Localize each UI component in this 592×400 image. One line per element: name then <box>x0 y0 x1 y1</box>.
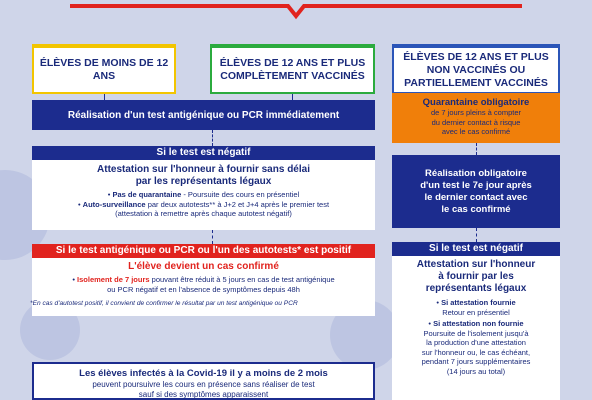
positive-test-bar: Si le test antigénique ou PCR ou l'un des autotests* est positif <box>32 244 375 258</box>
recent-infection-line-2: peuvent poursuivre les cours en présence sans réaliser de test <box>92 380 315 389</box>
col3-attestation-2: à fournir par les <box>438 271 514 282</box>
col3-attestation-1: Attestation sur l'honneur <box>416 259 536 270</box>
attestation-missing-line-4: pendant 7 jours supplémentaires <box>421 357 531 366</box>
header-12-plus-unvaccinated-text: ÉLÈVES DE 12 ANS ET PLUS NON VACCINÉS OU PARTIELLEMENT VACCINÉS <box>403 50 549 89</box>
quarantine-line-3: avec le cas confirmé <box>441 127 511 136</box>
mandatory-test-box <box>392 155 560 228</box>
connector <box>212 230 213 244</box>
attestation-missing-line-3: sur l'honneur ou, le cas échéant, <box>421 347 531 357</box>
self-monitoring-label: Auto-surveillance <box>82 199 146 209</box>
attestation-missing-line-1: Poursuite de l'isolement jusqu'à <box>423 328 529 338</box>
no-quarantine-text: - Poursuite des cours en présentiel <box>181 190 300 199</box>
negative-bullet-selftest: • Auto-surveillance par deux autotests** à J+2 et J+4 après le premier test <box>77 199 330 209</box>
negative-title-1: Attestation sur l'honneur à fournir sans délai <box>97 164 310 175</box>
attestation-missing-label: Si attestation non fournie <box>433 319 524 328</box>
autotest-footnote: *En cas d'autotest positif, il convient de confirmer le résultat par un test antigénique ou PCR <box>30 300 298 307</box>
col3-negative-bar: Si le test est négatif <box>392 242 560 256</box>
col3-negative-block <box>392 242 560 400</box>
negative-bullet-quarantine: • Pas de quarantaine - Poursuite des cours en présentiel <box>107 190 300 199</box>
quarantine-box <box>392 93 560 143</box>
attestation-provided-label: Si attestation fournie <box>441 298 516 307</box>
attestation-missing-line-2: la production d'une attestation <box>426 338 526 347</box>
mandatory-test-line-2: d'un test le 7e jour après <box>420 179 532 191</box>
top-arrow-line <box>70 0 522 24</box>
header-under-12 <box>32 44 176 94</box>
immediate-test-text: Réalisation d'un test antigénique ou PCR immédiatement <box>67 109 340 121</box>
quarantine-line-2: du dernier contact à risque <box>431 117 521 127</box>
no-quarantine-label: Pas de quarantaine <box>112 190 182 199</box>
connector <box>212 130 213 146</box>
connector <box>476 143 477 155</box>
isolation-text-1: pouvant être réduit à 5 jours en cas de test antigénique <box>149 275 335 284</box>
attestation-missing: • Si attestation non fournie <box>428 319 524 328</box>
mandatory-test-line-1: Réalisation obligatoire <box>425 167 527 179</box>
recent-infection-block <box>32 362 375 400</box>
immediate-test-box <box>32 100 375 130</box>
negative-test-bar: Si le test est négatif <box>32 146 375 160</box>
mandatory-test-line-3: le dernier contact avec <box>424 191 528 203</box>
isolation-line-1: • Isolement de 7 jours pouvant être réduit à 5 jours en cas de test antigénique <box>72 275 335 284</box>
connector <box>476 228 477 242</box>
header-under-12-text: ÉLÈVES DE MOINS DE 12 ANS <box>39 57 169 82</box>
header-12-plus-vaccinated <box>210 44 375 94</box>
attestation-provided-text: Retour en présentiel <box>442 307 510 317</box>
self-monitoring-text: par deux autotests** à J+2 et J+4 après le premier test <box>145 199 330 209</box>
negative-test-block <box>32 146 375 230</box>
quarantine-line-1: de 7 jours pleins à compter <box>430 108 522 117</box>
recent-infection-line-3: sauf si des symptômes apparaissent <box>138 389 269 399</box>
attestation-note: (attestation à remettre après chaque autotest négatif) <box>115 209 292 218</box>
attestation-missing-line-5: (14 jours au total) <box>446 366 506 376</box>
col3-attestation-3: représentants légaux <box>425 283 527 294</box>
attestation-provided: • Si attestation fournie <box>436 298 516 307</box>
confirmed-case-title: L'élève devient un cas confirmé <box>128 261 279 272</box>
negative-title-2: par les représentants légaux <box>135 176 272 187</box>
header-12-plus-unvaccinated <box>392 44 560 94</box>
quarantine-title: Quarantaine obligatoire <box>422 97 530 108</box>
isolation-line-2: ou PCR négatif et en l'absence de symptômes depuis 48h <box>107 284 300 294</box>
header-12-plus-vaccinated-text: ÉLÈVES DE 12 ANS ET PLUS COMPLÈTEMENT VACCINÉS <box>219 57 366 82</box>
mandatory-test-line-4: le cas confirmé <box>441 203 511 215</box>
recent-infection-line-1: Les élèves infectés à la Covid-19 il y a moins de 2 mois <box>79 368 328 379</box>
isolation-label: Isolement de 7 jours <box>77 275 150 284</box>
